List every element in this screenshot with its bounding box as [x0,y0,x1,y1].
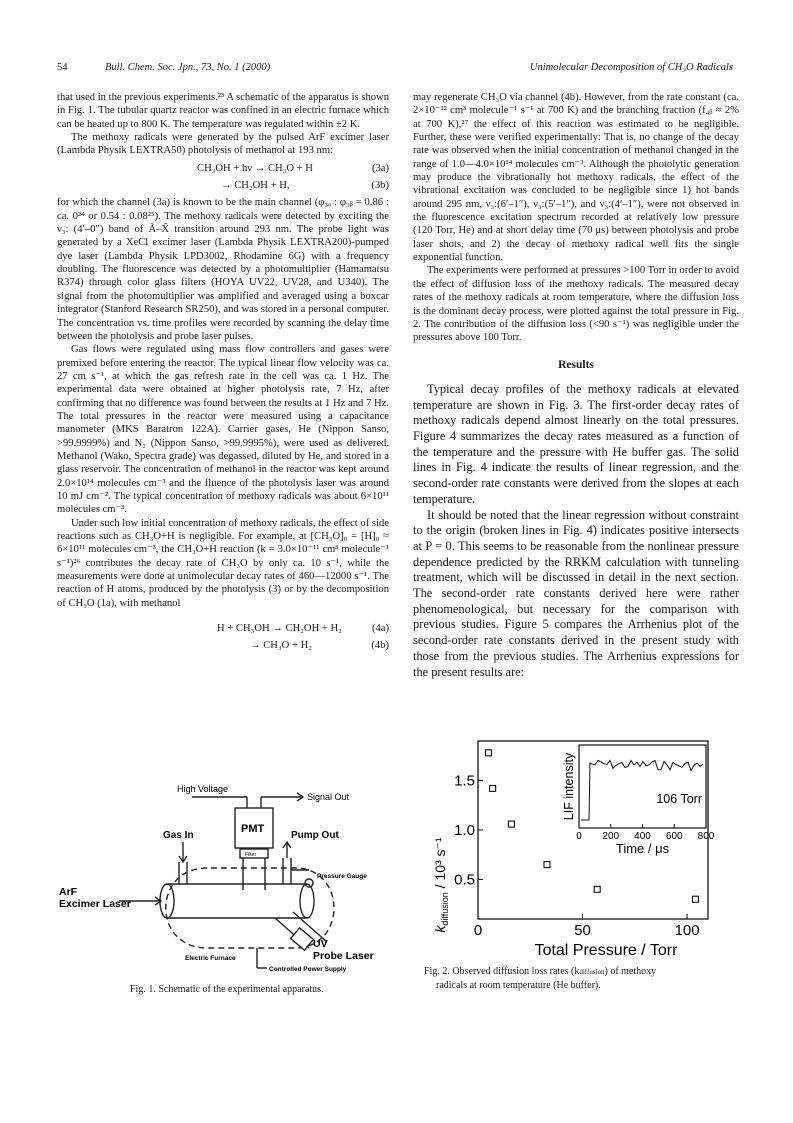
label-controlled-power-supply: Controlled Power Supply [269,966,347,973]
inset-y-label: LIF intensity [562,752,576,821]
data-point [485,750,491,756]
equation-text: → CH₂OH + H, [221,180,290,192]
label-pressure-gauge: Pressure Gauge [317,873,367,880]
label-pump-out: Pump Out [291,830,339,841]
results-text [413,382,739,680]
right-column [413,91,739,680]
label-pmt: PMT [241,823,265,835]
paragraph: It should be noted that the linear regression without constraint to the origin (broken lines in Fig. 4) indicates positive intersects at P = 0. This seems to be reasonable from the nonlinear pressure dependence predicted by the RRKM calculation with tunneling treatment, which will be discussed in detail in the next section. The second-order rate constants derived here were rather phenomenological, but necessary for the comparison with previous studies. Figure 5 compares the Arrhenius plot of the second-order rate constants derived in the present study with those from the previous studies. The Arrhenius expressions for the present results are: [413,507,739,679]
caption-text: ) of methoxy [604,966,657,977]
label-excimer-laser: Excimer Laser [59,898,131,910]
x-tick-label: 100 [674,922,700,939]
caption-text: Fig. 2. Observed diffusion loss rates (k [424,966,580,977]
equation-number: (4b) [371,640,389,652]
x-tick-label: 50 [574,922,591,939]
data-point [490,785,496,791]
running-title: Unimolecular Decomposition of CH₃O Radicals [529,62,733,73]
equation-number: (3b) [371,180,389,192]
caption-sub: diffusion [579,968,605,976]
inset-frame [579,745,706,828]
equation-number: (4a) [371,623,389,635]
paragraph: The experiments were performed at pressures >100 Torr in order to avoid the effect of diffusion loss of the methoxy radicals. The measured decay rates of the methoxy radicals at room temperature, where the diffusion loss is the dominant decay process, were plotted against the total pressure in Fig. 2. The contribution of the diffusion loss (<90 s⁻¹) was negligible under the pressures above 100 Torr. [413,265,739,344]
equation-3a [57,162,389,175]
chart-x-label: Total Pressure / Torr [534,942,678,959]
paragraph: Under such low initial concentration of methoxy radicals, the effect of side reactions such as CH₃O+H is negligible. For example, at [CH₃O]₀ = [H]₀ ≈ 6×10¹¹ molecules cm⁻³, the CH₃O+H reaction (k = 3.0×10⁻¹¹ cm³ molecule⁻¹ s⁻¹)²⁶ contributes the decay rate of CH₃O by only ca. 10 s⁻¹, while the measurements were done at unimolecular decay rates of 460—12000 s⁻¹. The reaction of H atoms, produced by the photolysis (3) or by the decomposition of CH₃O (1a), with methanol [57,517,389,609]
label-signal-out: Signal Out [307,792,350,802]
equation-3b [57,179,389,192]
page-number: 54 [57,62,68,73]
data-point [594,886,600,892]
inset-x-tick-label: 600 [665,831,683,842]
inset-x-tick-label: 0 [576,831,582,842]
label-probe-laser: Probe Laser [313,950,374,962]
inset-note: 106 Torr [656,792,702,806]
y-tick-label: 0.5 [454,871,475,889]
equation-number: (3a) [371,162,389,174]
x-tick-label: 0 [473,922,483,939]
label-high-voltage: High Voltage [177,784,229,794]
paragraph: Typical decay profiles of the methoxy radicals at elevated temperature are shown in Fig. 3. The first-order decay rates of methoxy radicals depend almost linearly on the total pressures. Figure 4 summarizes the decay rates measured as a function of the temperature and the pressure with He buffer gas. The solid lines in Fig. 4 indicate the results of linear regression, and the second-order rate constants were derived from the slopes at each temperature. [413,381,739,506]
paragraph: Gas flows were regulated using mass flow controllers and gases were premixed before entering the reactor. The typical linear flow velocity was ca. 27 cm s⁻¹, at which the gas refresh rate in the cell was ca. 1 Hz. The experimental data were obtained at higher photolysis rate, 7 Hz, after confirming that no difference was found between the results at 1 Hz and 7 Hz. The total pressures in the reactor were measured using a capacitance manometer (MKS Baratron 122A). Carrier gases, He (Nippon Sanso, >99.9999%) and N₂ (Nippon Sanso, >99.9995%), were used as delivered. Methanol (Wako, Spectra grade) was degassed, diluted by He, and stored in a glass reservoir. The concentration of methanol in the reactor was kept around 2.0×10¹⁴ molecules cm⁻³ and the fluence of the photolysis laser was around 10 mJ cm⁻². The typical concentration of methoxy radicals was about 6×10¹¹ molecules cm⁻³. [57,344,389,516]
equation-text: → CH₃O + H₂ [250,640,312,652]
figure-1-schematic [57,772,397,977]
data-point [692,896,698,902]
y-tick-label: 1.0 [454,822,475,839]
equation-4b [57,639,389,652]
equation-text: H + CH₃OH → CH₂OH + H₂ [217,623,342,635]
figure-2-chart [413,735,743,963]
paragraph: The methoxy radicals were generated by the pulsed ArF excimer laser (Lambda Physik LEXTRA50) photolysis of methanol at 193 nm: [57,132,389,157]
inset-x-tick-label: 200 [602,831,620,842]
caption-text: radicals at room temperature (He buffer). [436,980,601,991]
label-uv: UV [313,938,328,950]
left-column [57,91,389,657]
label-gas-in: Gas In [163,830,194,841]
pressure-gauge-icon [305,879,313,887]
inset-x-tick-label: 800 [697,831,715,842]
chart-y-label: $k_{diffusion} / 10^3$ s⁻¹ [432,837,450,933]
y-tick-label: 1.5 [454,772,475,790]
figure-2-caption [424,965,742,992]
label-electric-furnace: Electric Furnace [185,955,236,962]
data-point [508,821,514,827]
paragraph: that used in the previous experiments.²³ A schematic of the apparatus is shown in Fig. 1. The tubular quartz reactor was confined in an electric furnace which can be heated up to 800 K. The temperature was regulated within ±2 K. [57,92,389,130]
inset-x-label: Time / μs [615,841,670,856]
data-point [544,862,550,868]
paragraph: for which the channel (3a) is known to be the main channel (φ₃ₐ : φ₃ᵦ = 0.86 : ca. 0²⁴ or 0.54 : 0.08²⁵). The methoxy radicals were detected by exciting the ν₃: (4′–0″) band of Ã–X̃ transition around 293 nm. The probe light was generated by a XeCl excimer laser (Lambda Physik LEXTRA200)-pumped dye laser (Lambda Physik LPD3002, Rhodamine 6G) with a frequency doubling. The fluorescence was detected by a photomultiplier (Hamamatsu R374) through color glass filters (HOYA UV22, UV28, and U340). The signal from the photomultiplier was amplified and averaged using a boxcar integrator (Stanford Research SR250), and was stored in a personal computer. The concentration vs. time profiles were recorded by scanning the delay time between the photolysis and probe laser pulses. [57,197,389,342]
equation-4a [57,622,389,635]
inset-x-tick-label: 400 [634,831,651,842]
label-arf: ArF [59,886,78,898]
chart-inset [562,745,715,856]
label-filter: Filter [245,852,257,858]
paragraph: may regenerate CH₃O via channel (4b). However, from the rate constant (ca. 2×10⁻¹² cm³ molecule⁻¹ s⁻¹ at 700 K) and the branching fraction (f₄ᵦ ≈ 2% at 700 K),²⁷ the effect of this reaction was estimated to be negligible. Further, these were verified experimentally: That is, no change of the decay rate was observed when the initial concentration of methanol changed in the range of 1.0—4.0×10¹⁴ molecules cm⁻³. Although the photolytic generation may produce the vibrationally hot methoxy radicals, the effect of the vibrational excitation was concluded to be negligible since 1) hot bands around 295 nm, ν₃:(6′–1″), ν₃:(5′–1″), and ν₃:(4′–1″), were not observed in the fluorescence excitation spectrum recorded at relatively low pressure (120 Torr, He) and at short delay time (70 μs) between photolysis and probe laser shots, and 2) the decay of methoxy radical well fits the single exponential function. [413,92,739,264]
figure-1-caption: Fig. 1. Schematic of the experimental apparatus. [130,984,324,995]
section-heading-results: Results [558,358,594,371]
journal-citation: Bull. Chem. Soc. Jpn., 73, No. 1 (2000) [105,62,271,73]
equation-text: CH₃OH + hν → CH₃O + H [197,162,313,174]
